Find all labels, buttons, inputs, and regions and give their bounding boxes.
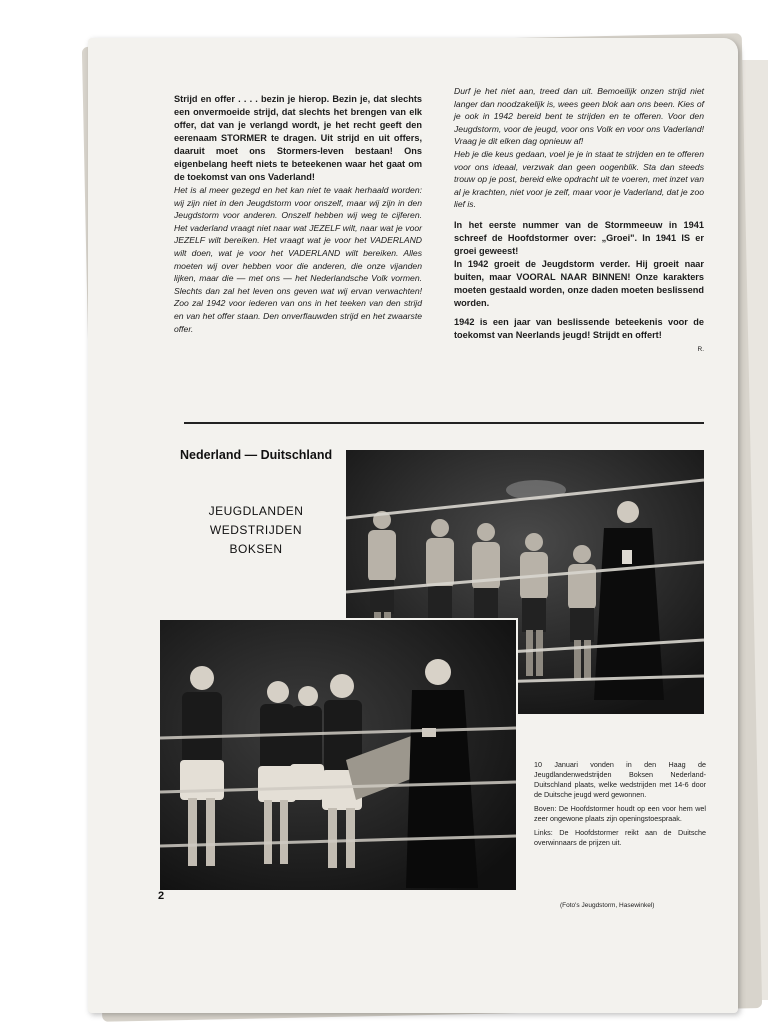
photo-caption: [534, 760, 706, 852]
subtitle-line-2: WEDSTRIJDEN: [209, 523, 303, 537]
caption-main: 10 Januari vonden in den Haag de Jeugdlandenwedstrijden Boksen Nederland-Duitschland plaats, welke wedstrijden met 14-6 door de Duitsche jeugd werd gewonnen.: [534, 760, 706, 799]
right-bold-2: In 1942 groeit de Jeugdstorm verder. Hij groeit naar buiten, maar VOORAL NAAR BINNEN! Onze karakters moeten gestaald worden, onze daden moeten beslissend worden.: [454, 258, 704, 308]
right-text-column: [454, 85, 704, 357]
right-italic-1: Durf je het niet aan, treed dan uit. Bemoeilijk onzen strijd niet langer dan noodzakelijk is, wees geen blok aan ons been. Kies of je ook in 1942 bereid bent te strijden en te offeren. Voor den Jeugdstorm, voor de jeugd, voor ons Volk en voor ons Vaderland! Vraag je dit elken dag opnieuw af!: [454, 86, 704, 147]
photo-credit: (Foto's Jeugdstorm, Hasewinkel): [560, 902, 655, 909]
magazine-page: [88, 38, 738, 1013]
left-text-column: [174, 93, 422, 335]
photo-prize-ceremony: [158, 618, 518, 892]
subtitle-line-1: JEUGDLANDEN: [208, 504, 304, 518]
left-italic-body: Het is al meer gezegd en het kan niet te vaak herhaald worden: wij zijn niet in den Jeugdstorm voor onszelf, maar wij zijn in den Jeugdstorm voor anderen. Onszelf hebben wij weg te cijferen. Het vaderland vraagt niet naar wat JEZELF wilt, naar wat je voor JEZELF wilt bereiken. Het vraagt wat je voor het VADERLAND wilt doen, wat je voor het VADERLAND wilt bereiken. Alles moeten wij over hebben voor die anderen, die onze vijanden lijken, maar die — met ons — het Nederlandsche Volk vormen. Slechts dan zal het leven ons geven wat wij ervan verwachten! Zoo zal 1942 voor iederen van ons in het teeken van den strijd en van het offer staan. Den onverflauwden strijd en het zwaarste offer.: [174, 185, 422, 334]
section-subtitle: [188, 502, 324, 559]
caption-left: Links: De Hoofdstormer reikt aan de Duitsche overwinnaars de prijzen uit.: [534, 828, 706, 847]
caption-top: Boven: De Hoofdstormer houdt op een voor hem wel zeer ongewone plaats zijn openingstoespraak.: [534, 804, 706, 823]
left-bold-intro: Strijd en offer . . . . bezin je hierop. Bezin je, dat slechts een onvermoeide strijd, dat slechts het brengen van elk offer, dat van je verlangd wordt, je het recht geeft den eerenaam STORMER te dragen. Uit strijd en uit offers, daaruit moet ons Stormers-leven bestaan! Ons eigenbelang heeft niets te beteekenen waar het gaat om de toekomst van ons Vaderland!: [174, 94, 422, 182]
right-bold-1: In het eerste nummer van de Stormmeeuw in 1941 schreef de Hoofdstormer over: „Groei". In 1941 IS er groei geweest!: [454, 219, 704, 256]
right-italic-2: Heb je die keus gedaan, voel je je in staat te strijden en te offeren voor ons ideaal, verzwak dan geen oogenblik. Sta dan steeds trouw op je post, bereid elke opdracht uit te voeren, met inzet van al je krachten, niet voor je zelf, maar voor je Vaderland, dat je zoo lief is.: [454, 148, 704, 210]
page-number: 2: [158, 890, 165, 902]
article-signature: R.: [697, 345, 704, 353]
subtitle-line-3: BOKSEN: [229, 542, 283, 556]
section-divider: [184, 422, 704, 424]
section-title: Nederland — Duitschland: [180, 448, 333, 462]
right-bold-3: 1942 is een jaar van beslissende beteekenis voor de toekomst van Neerlands jeugd! Strijdt en offert!: [454, 316, 704, 340]
